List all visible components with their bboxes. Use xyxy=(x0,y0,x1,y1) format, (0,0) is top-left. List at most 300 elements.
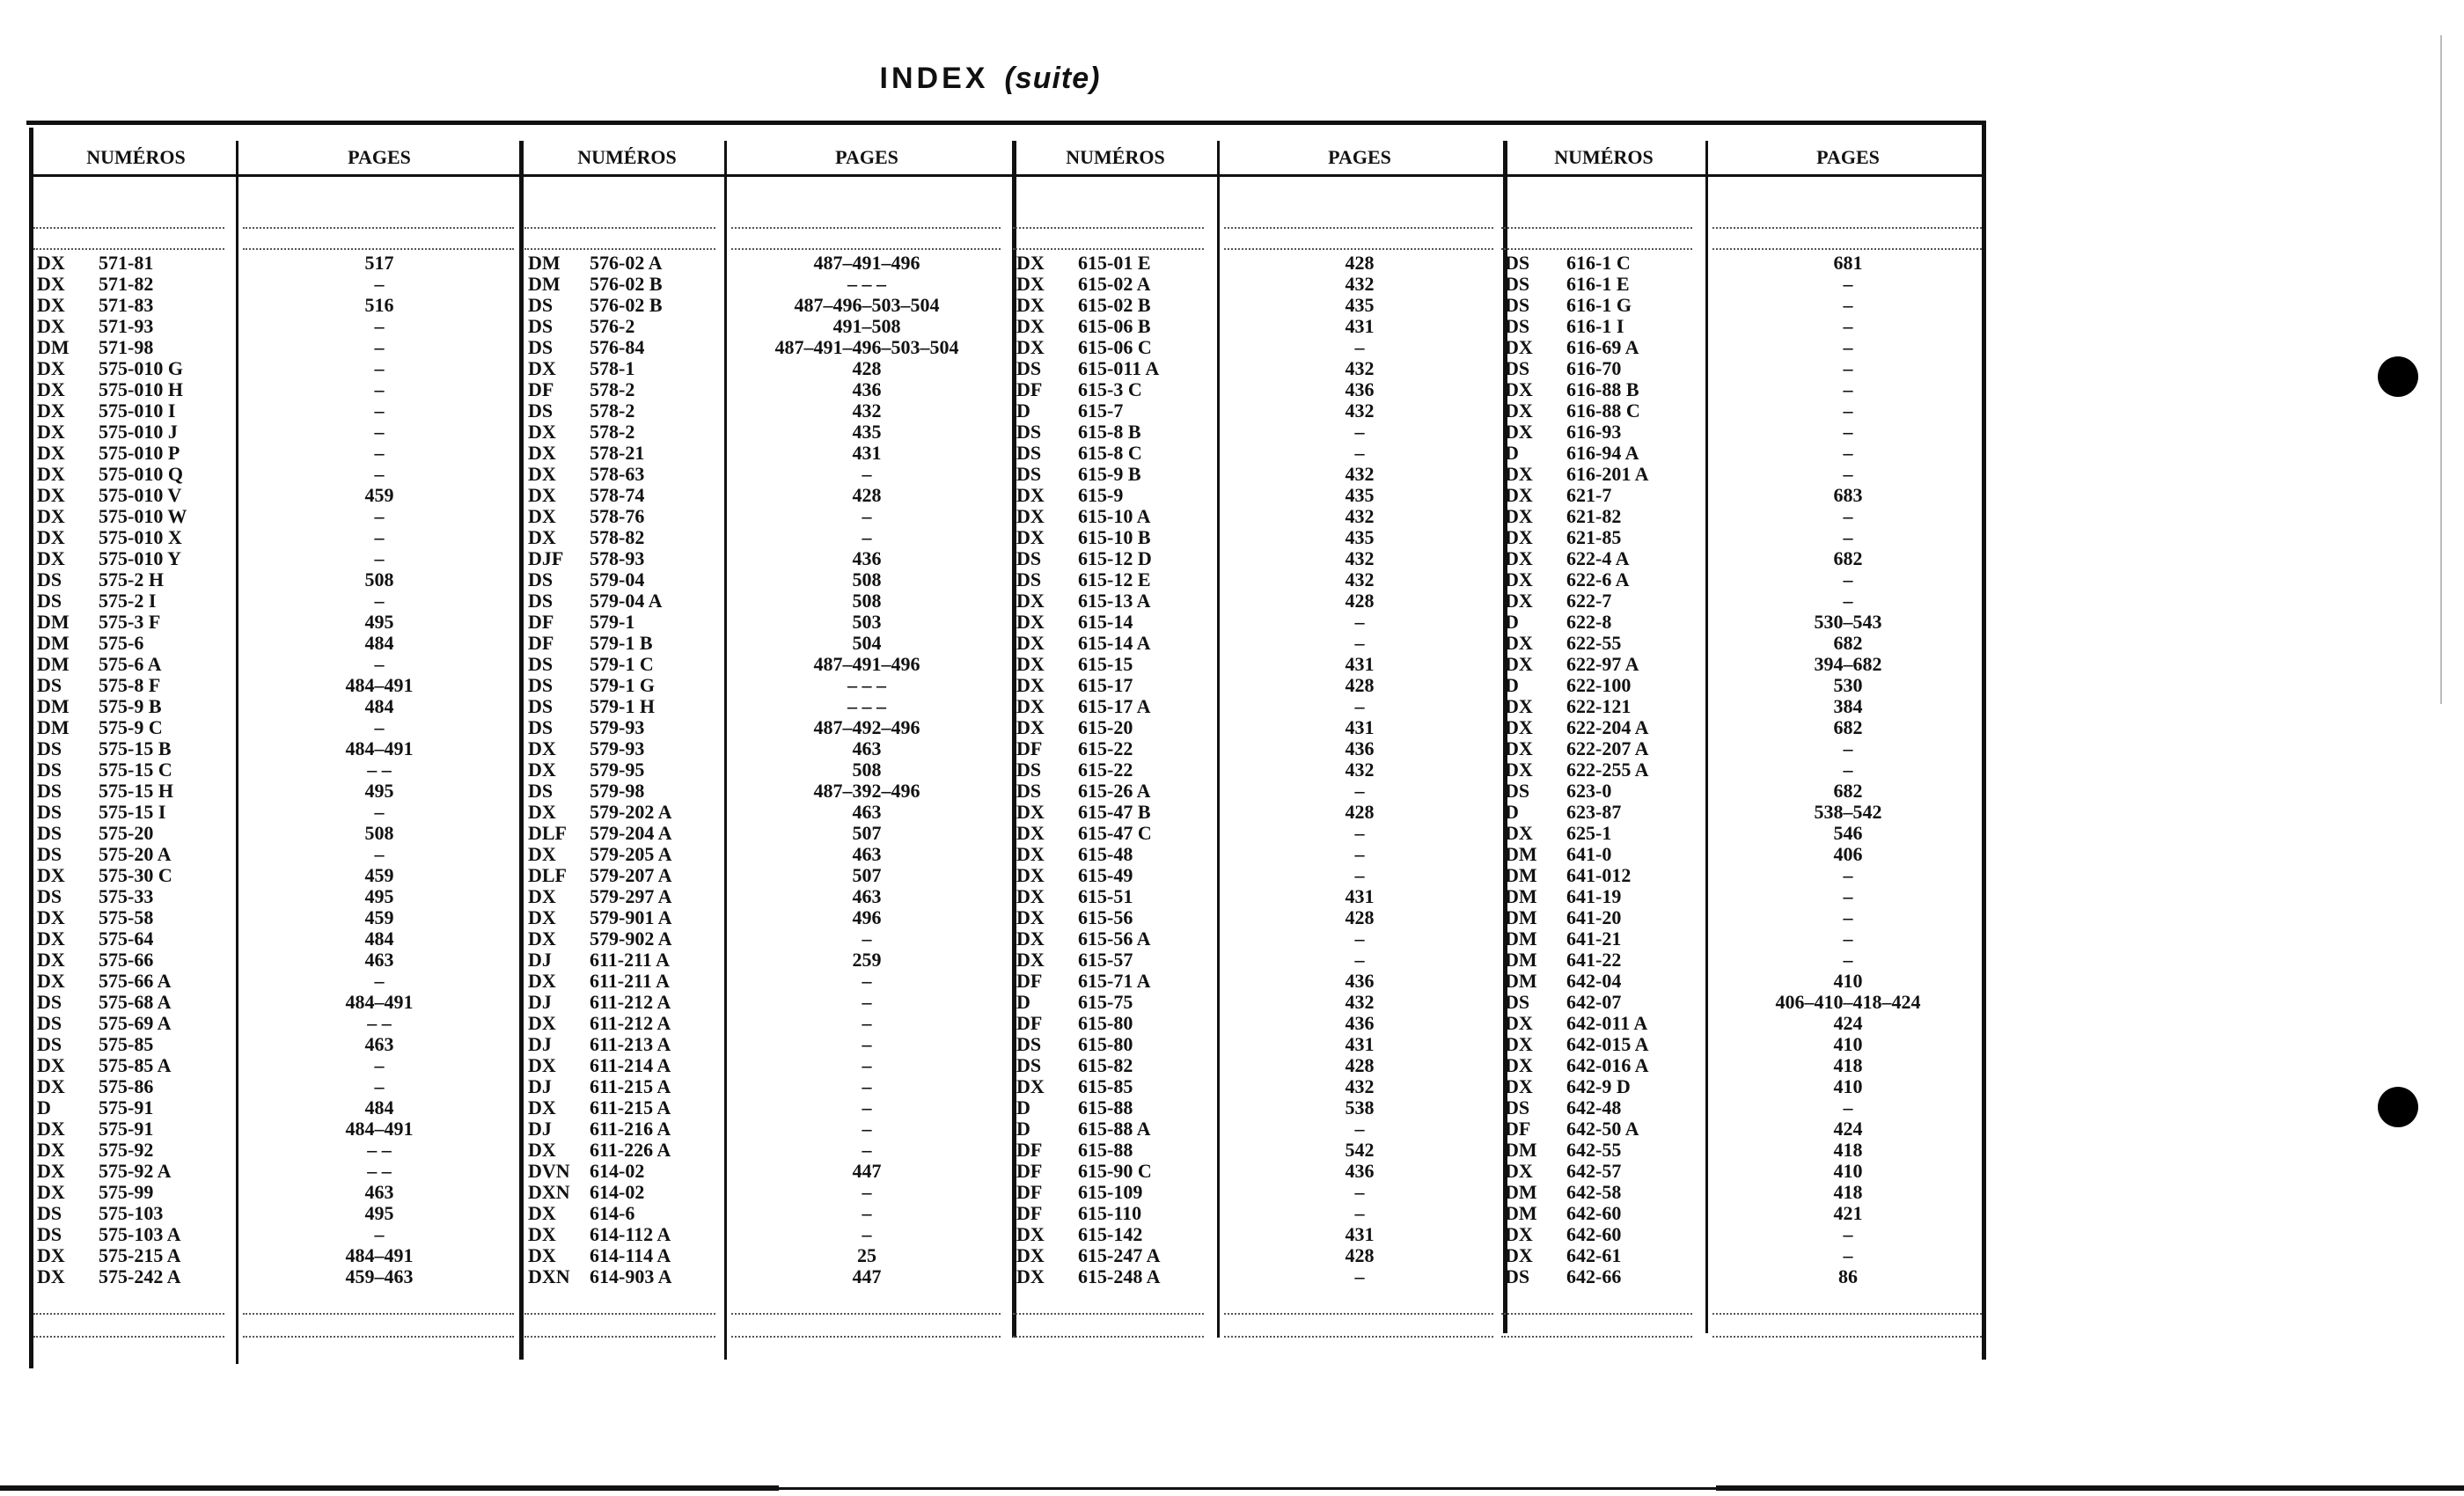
pages-cell: 542 xyxy=(1345,1139,1375,1161)
index-row xyxy=(1016,422,1500,443)
prefix-cell: DS xyxy=(1505,294,1530,316)
prefix-cell: DS xyxy=(37,991,62,1013)
pages-cell: 683 xyxy=(1833,484,1863,506)
prefix-cell: DS xyxy=(528,780,554,802)
index-row xyxy=(528,696,1008,717)
prefix-cell: DX xyxy=(37,1054,65,1076)
prefix-cell: DM xyxy=(528,273,561,295)
number-cell: 642-61 xyxy=(1566,1244,1622,1266)
pages-cell: – xyxy=(1843,759,1853,781)
dotted-rule xyxy=(1501,1313,1692,1315)
index-row xyxy=(528,928,1008,950)
number-cell: 575-3 F xyxy=(99,611,161,633)
number-cell: 576-02 A xyxy=(590,252,663,274)
prefix-cell: DF xyxy=(528,378,554,400)
prefix-cell: DX xyxy=(1505,759,1533,781)
prefix-cell: DS xyxy=(1505,357,1530,379)
index-column xyxy=(528,253,1008,1287)
pages-cell: 428 xyxy=(852,484,882,506)
pages-cell: – – – xyxy=(847,695,886,717)
pages-cell: – xyxy=(1843,1096,1853,1118)
pages-cell: 421 xyxy=(1833,1202,1863,1224)
pages-cell: 418 xyxy=(1833,1181,1863,1203)
prefix-cell: DX xyxy=(37,357,65,379)
pages-cell: 484 xyxy=(364,632,394,654)
pages-cell: – xyxy=(1354,780,1365,802)
pages-cell: – xyxy=(862,1223,872,1245)
index-row xyxy=(1016,337,1500,358)
number-cell: 616-1 E xyxy=(1566,273,1630,295)
number-cell: 615-248 A xyxy=(1078,1265,1161,1287)
number-cell: 642-66 xyxy=(1566,1265,1622,1287)
prefix-cell: DXN xyxy=(528,1265,570,1287)
number-cell: 615-47 B xyxy=(1078,801,1151,823)
index-row xyxy=(37,1076,521,1097)
pages-cell: 484–491 xyxy=(345,1118,414,1140)
pages-cell: – xyxy=(374,378,385,400)
number-cell: 615-15 xyxy=(1078,653,1133,675)
index-row xyxy=(1016,950,1500,971)
index-row xyxy=(1016,506,1500,527)
prefix-cell: D xyxy=(1505,611,1519,633)
pages-cell: 431 xyxy=(1345,1223,1375,1245)
prefix-cell: DX xyxy=(528,463,556,485)
pages-cell: 428 xyxy=(1345,1244,1375,1266)
index-row xyxy=(37,1224,521,1245)
prefix-cell: DX xyxy=(1016,611,1045,633)
pages-cell: – xyxy=(862,928,872,950)
pages-cell: 431 xyxy=(1345,885,1375,907)
index-row xyxy=(1016,1203,1500,1224)
number-cell: 571-82 xyxy=(99,273,154,295)
pages-cell: 435 xyxy=(1345,526,1375,548)
index-row xyxy=(1505,1034,1989,1055)
bottom-rule xyxy=(0,1485,779,1491)
prefix-cell: DM xyxy=(528,252,561,274)
index-row xyxy=(37,527,521,548)
prefix-cell: DX xyxy=(1016,484,1045,506)
pages-cell: 424 xyxy=(1833,1118,1863,1140)
title-text: INDEX xyxy=(879,62,989,95)
pages-cell: 384 xyxy=(1833,695,1863,717)
index-row xyxy=(528,1118,1008,1140)
prefix-cell: DM xyxy=(37,653,70,675)
number-cell: 579-1 G xyxy=(590,674,655,696)
number-cell: 641-21 xyxy=(1566,928,1622,950)
index-row xyxy=(1505,1161,1989,1182)
index-row xyxy=(528,1076,1008,1097)
dotted-rule xyxy=(1224,248,1493,250)
index-row xyxy=(1505,400,1989,422)
index-row xyxy=(1016,590,1500,612)
dotted-rule xyxy=(731,1313,1001,1315)
number-cell: 615-14 A xyxy=(1078,632,1151,654)
prefix-cell: DS xyxy=(1016,357,1042,379)
number-cell: 615-20 xyxy=(1078,716,1133,738)
pages-cell: – xyxy=(374,590,385,612)
pages-cell: – xyxy=(1843,421,1853,443)
prefix-cell: DX xyxy=(1016,695,1045,717)
prefix-cell: DX xyxy=(37,949,65,971)
pages-cell: 463 xyxy=(852,843,882,865)
pages-cell: 432 xyxy=(1345,463,1375,485)
header-rule xyxy=(33,174,1982,177)
number-cell: 578-93 xyxy=(590,547,645,569)
index-row xyxy=(528,527,1008,548)
prefix-cell: DX xyxy=(1505,505,1533,527)
dotted-rule xyxy=(1224,227,1493,229)
number-cell: 615-011 A xyxy=(1078,357,1160,379)
pages-cell: – xyxy=(862,991,872,1013)
prefix-cell: DF xyxy=(1016,1202,1043,1224)
index-row xyxy=(37,865,521,886)
prefix-cell: DF xyxy=(1016,970,1043,992)
prefix-cell: DX xyxy=(528,970,556,992)
number-cell: 575-103 A xyxy=(99,1223,181,1245)
prefix-cell: DX xyxy=(37,1181,65,1203)
number-cell: 615-110 xyxy=(1078,1202,1142,1224)
number-cell: 579-297 A xyxy=(590,885,672,907)
pages-cell: – – xyxy=(367,1160,392,1182)
pages-cell: – xyxy=(1843,400,1853,422)
number-cell: 615-142 xyxy=(1078,1223,1143,1245)
index-row xyxy=(1016,717,1500,738)
pages-cell: 682 xyxy=(1833,780,1863,802)
index-row xyxy=(1016,1034,1500,1055)
prefix-cell: D xyxy=(1505,674,1519,696)
pages-cell: – – xyxy=(367,1012,392,1034)
index-row xyxy=(1016,443,1500,464)
index-row xyxy=(1505,907,1989,928)
page-title xyxy=(0,62,1980,96)
number-cell: 611-212 A xyxy=(590,1012,671,1034)
number-cell: 579-1 H xyxy=(590,695,655,717)
prefix-cell: DLF xyxy=(528,864,567,886)
prefix-cell: DJF xyxy=(528,547,564,569)
index-row xyxy=(1016,1076,1500,1097)
pages-cell: 447 xyxy=(852,1265,882,1287)
number-cell: 642-011 A xyxy=(1566,1012,1648,1034)
number-cell: 615-17 A xyxy=(1078,695,1151,717)
dotted-rule xyxy=(243,1313,514,1315)
pages-cell: – xyxy=(374,716,385,738)
pages-cell: 463 xyxy=(852,801,882,823)
index-row xyxy=(1016,1245,1500,1266)
index-row xyxy=(528,253,1008,274)
index-row xyxy=(37,1097,521,1118)
index-row xyxy=(37,654,521,675)
pages-cell: 484 xyxy=(364,928,394,950)
pages-cell: – xyxy=(374,1075,385,1097)
index-row xyxy=(1016,527,1500,548)
pages-cell: – xyxy=(1843,1244,1853,1266)
number-cell: 622-97 A xyxy=(1566,653,1639,675)
pages-cell: 495 xyxy=(364,1202,394,1224)
pages-cell: – xyxy=(374,970,385,992)
pages-cell: – xyxy=(1843,463,1853,485)
number-cell: 575-010 P xyxy=(99,442,180,464)
index-column xyxy=(37,253,521,1287)
pages-cell: 459 xyxy=(364,864,394,886)
pages-cell: – – xyxy=(367,1139,392,1161)
header-numeros: NUMÉROS xyxy=(1066,146,1165,168)
dotted-rule xyxy=(731,248,1001,250)
pages-cell: – xyxy=(862,1118,872,1140)
prefix-cell: DX xyxy=(528,484,556,506)
prefix-cell: D xyxy=(1016,1118,1030,1140)
index-row xyxy=(1505,1203,1989,1224)
index-row xyxy=(528,802,1008,823)
index-row xyxy=(1505,717,1989,738)
pages-cell: – xyxy=(1843,568,1853,590)
pages-cell: 463 xyxy=(852,885,882,907)
index-row xyxy=(37,379,521,400)
index-row xyxy=(1505,1118,1989,1140)
index-row xyxy=(37,823,521,844)
pages-cell: – xyxy=(374,421,385,443)
prefix-cell: DS xyxy=(37,801,62,823)
prefix-cell: DJ xyxy=(528,949,552,971)
pages-cell: – xyxy=(862,526,872,548)
bottom-rule xyxy=(779,1487,1716,1490)
number-cell: 615-49 xyxy=(1078,864,1133,886)
number-cell: 611-211 A xyxy=(590,970,671,992)
number-cell: 575-010 V xyxy=(99,484,182,506)
index-row xyxy=(1016,696,1500,717)
index-row xyxy=(37,1245,521,1266)
pages-cell: 496 xyxy=(852,906,882,928)
number-cell: 615-26 A xyxy=(1078,780,1151,802)
pages-cell: – xyxy=(1843,505,1853,527)
index-row xyxy=(37,400,521,422)
pages-cell: – xyxy=(374,315,385,337)
prefix-cell: DX xyxy=(528,885,556,907)
prefix-cell: DX xyxy=(1016,864,1045,886)
index-row xyxy=(1016,802,1500,823)
number-cell: 611-215 A xyxy=(590,1075,671,1097)
prefix-cell: DX xyxy=(1505,1244,1533,1266)
index-column xyxy=(1016,253,1500,1287)
dotted-rule xyxy=(33,227,224,229)
number-cell: 614-02 xyxy=(590,1160,645,1182)
index-row xyxy=(1505,464,1989,485)
pages-cell: – xyxy=(1843,378,1853,400)
pages-cell: 682 xyxy=(1833,632,1863,654)
number-cell: 575-92 A xyxy=(99,1160,172,1182)
pages-cell: – xyxy=(862,1054,872,1076)
prefix-cell: DX xyxy=(1016,1265,1045,1287)
index-row xyxy=(1505,358,1989,379)
number-cell: 615-47 C xyxy=(1078,822,1152,844)
pages-cell: 682 xyxy=(1833,547,1863,569)
index-row xyxy=(1016,675,1500,696)
index-row xyxy=(528,1055,1008,1076)
prefix-cell: DM xyxy=(37,695,70,717)
index-row xyxy=(528,464,1008,485)
prefix-cell: DF xyxy=(1016,378,1043,400)
pages-cell: 428 xyxy=(1345,1054,1375,1076)
number-cell: 615-88 xyxy=(1078,1096,1133,1118)
prefix-cell: DX xyxy=(1016,252,1045,274)
number-cell: 615-88 xyxy=(1078,1139,1133,1161)
header-pages: PAGES xyxy=(348,146,411,168)
index-row xyxy=(1505,1076,1989,1097)
number-cell: 579-1 B xyxy=(590,632,653,654)
number-cell: 575-58 xyxy=(99,906,154,928)
number-cell: 625-1 xyxy=(1566,822,1612,844)
prefix-cell: DX xyxy=(528,442,556,464)
number-cell: 614-903 A xyxy=(590,1265,672,1287)
index-row xyxy=(37,633,521,654)
prefix-cell: DF xyxy=(1016,1012,1043,1034)
number-cell: 575-33 xyxy=(99,885,154,907)
index-row xyxy=(1505,295,1989,316)
prefix-cell: DS xyxy=(1016,547,1042,569)
pages-cell: 508 xyxy=(852,759,882,781)
index-row xyxy=(37,781,521,802)
index-row xyxy=(528,781,1008,802)
pages-cell: 428 xyxy=(1345,252,1375,274)
index-row xyxy=(1505,548,1989,569)
number-cell: 579-93 xyxy=(590,737,645,759)
dotted-rule xyxy=(524,1313,715,1315)
prefix-cell: DX xyxy=(528,357,556,379)
number-cell: 623-87 xyxy=(1566,801,1622,823)
index-row xyxy=(1505,337,1989,358)
prefix-cell: DX xyxy=(37,1075,65,1097)
number-cell: 575-215 A xyxy=(99,1244,181,1266)
index-row xyxy=(528,590,1008,612)
prefix-cell: DS xyxy=(37,843,62,865)
number-cell: 615-56 xyxy=(1078,906,1133,928)
number-cell: 615-9 B xyxy=(1078,463,1141,485)
prefix-cell: DF xyxy=(1505,1118,1531,1140)
prefix-cell: DX xyxy=(37,1265,65,1287)
pages-cell: – xyxy=(1843,949,1853,971)
header-numeros: NUMÉROS xyxy=(86,146,186,168)
pages-cell: 431 xyxy=(1345,1033,1375,1055)
prefix-cell: DX xyxy=(1016,653,1045,675)
index-row xyxy=(528,506,1008,527)
number-cell: 579-205 A xyxy=(590,843,672,865)
number-cell: 615-80 xyxy=(1078,1012,1133,1034)
prefix-cell: DX xyxy=(1505,1223,1533,1245)
number-cell: 575-010 G xyxy=(99,357,183,379)
number-cell: 615-06 C xyxy=(1078,336,1152,358)
number-cell: 615-48 xyxy=(1078,843,1133,865)
prefix-cell: DJ xyxy=(528,1033,552,1055)
pages-cell: 432 xyxy=(1345,400,1375,422)
index-row xyxy=(528,886,1008,907)
prefix-cell: DX xyxy=(37,928,65,950)
pages-cell: 436 xyxy=(1345,737,1375,759)
prefix-cell: DX xyxy=(528,843,556,865)
number-cell: 616-70 xyxy=(1566,357,1622,379)
index-row xyxy=(1505,1140,1989,1161)
prefix-cell: DS xyxy=(1505,273,1530,295)
pages-cell: – xyxy=(1354,442,1365,464)
number-cell: 575-15 I xyxy=(99,801,166,823)
prefix-cell: DX xyxy=(1016,1244,1045,1266)
prefix-cell: DX xyxy=(37,505,65,527)
number-cell: 642-55 xyxy=(1566,1139,1622,1161)
prefix-cell: DX xyxy=(1505,463,1533,485)
number-cell: 576-2 xyxy=(590,315,635,337)
index-row xyxy=(1016,654,1500,675)
number-cell: 616-88 C xyxy=(1566,400,1640,422)
index-row xyxy=(37,612,521,633)
pages-cell: 516 xyxy=(364,294,394,316)
number-cell: 579-204 A xyxy=(590,822,672,844)
index-row xyxy=(37,738,521,759)
number-cell: 575-6 A xyxy=(99,653,162,675)
index-row xyxy=(1016,865,1500,886)
pages-cell: 259 xyxy=(852,949,882,971)
number-cell: 615-109 xyxy=(1078,1181,1143,1203)
number-cell: 616-201 A xyxy=(1566,463,1649,485)
number-cell: 611-212 A xyxy=(590,991,671,1013)
number-cell: 571-98 xyxy=(99,336,154,358)
prefix-cell: DLF xyxy=(528,822,567,844)
number-cell: 615-71 A xyxy=(1078,970,1151,992)
number-cell: 615-90 C xyxy=(1078,1160,1152,1182)
number-cell: 575-91 xyxy=(99,1096,154,1118)
prefix-cell: DS xyxy=(37,759,62,781)
index-row xyxy=(1505,886,1989,907)
pages-cell: – xyxy=(862,505,872,527)
pages-cell: – xyxy=(1354,632,1365,654)
prefix-cell: DX xyxy=(528,801,556,823)
prefix-cell: DS xyxy=(37,822,62,844)
number-cell: 615-247 A xyxy=(1078,1244,1161,1266)
prefix-cell: DX xyxy=(1016,674,1045,696)
prefix-cell: DM xyxy=(37,611,70,633)
prefix-cell: DXN xyxy=(528,1181,570,1203)
pages-cell: – xyxy=(1843,273,1853,295)
prefix-cell: D xyxy=(1505,801,1519,823)
index-row xyxy=(1016,907,1500,928)
dotted-rule xyxy=(731,1336,1001,1338)
number-cell: 615-10 B xyxy=(1078,526,1151,548)
prefix-cell: DJ xyxy=(528,1118,552,1140)
number-cell: 611-214 A xyxy=(590,1054,671,1076)
dotted-rule xyxy=(1501,227,1692,229)
index-row xyxy=(528,992,1008,1013)
number-cell: 615-82 xyxy=(1078,1054,1133,1076)
number-cell: 575-64 xyxy=(99,928,154,950)
prefix-cell: DM xyxy=(37,632,70,654)
pages-cell: 410 xyxy=(1833,970,1863,992)
number-cell: 622-6 A xyxy=(1566,568,1630,590)
prefix-cell: DX xyxy=(1505,1160,1533,1182)
number-cell: 642-015 A xyxy=(1566,1033,1649,1055)
prefix-cell: DX xyxy=(37,1118,65,1140)
pages-cell: – xyxy=(862,1075,872,1097)
number-cell: 575-69 A xyxy=(99,1012,172,1034)
prefix-cell: DX xyxy=(528,421,556,443)
dotted-rule xyxy=(243,248,514,250)
prefix-cell: DX xyxy=(1505,336,1533,358)
number-cell: 575-010 J xyxy=(99,421,178,443)
index-row xyxy=(1505,633,1989,654)
index-row xyxy=(37,1140,521,1161)
prefix-cell: DM xyxy=(37,336,70,358)
pages-cell: 406 xyxy=(1833,843,1863,865)
pages-cell: 487–491–496 xyxy=(813,653,920,675)
prefix-cell: DM xyxy=(1505,864,1537,886)
prefix-cell: DX xyxy=(1505,568,1533,590)
pages-cell: 495 xyxy=(364,885,394,907)
